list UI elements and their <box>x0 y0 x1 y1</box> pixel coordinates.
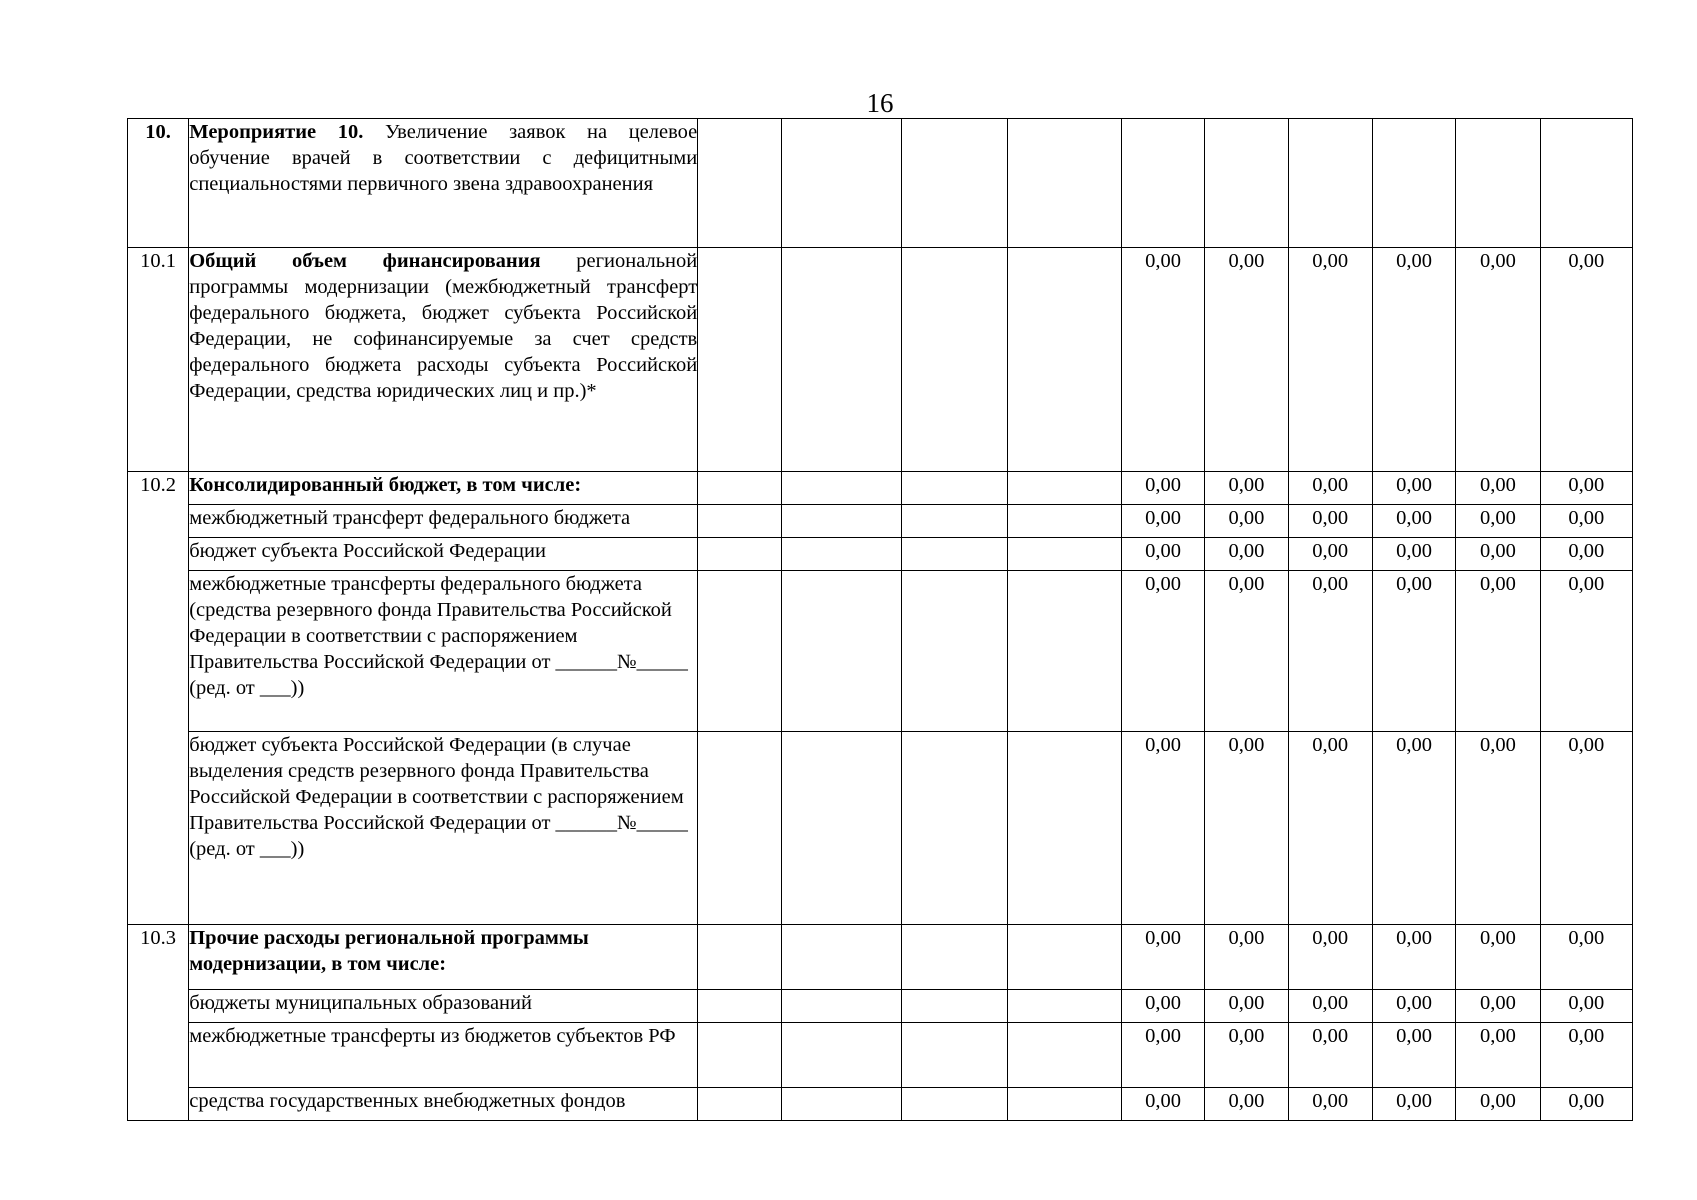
value-cell: 0,00 <box>1121 925 1204 990</box>
table-row <box>128 505 1633 538</box>
empty-cell <box>902 732 1008 925</box>
row-description <box>189 472 698 505</box>
value-cell: 0,00 <box>1205 472 1288 505</box>
row-description <box>189 248 698 472</box>
value-cell: 0,00 <box>1540 505 1632 538</box>
empty-cell <box>781 990 901 1023</box>
table-row <box>128 925 1633 990</box>
value-cell: 0,00 <box>1121 1088 1204 1121</box>
empty-cell <box>781 1023 901 1088</box>
value-cell: 0,00 <box>1540 538 1632 571</box>
value-cell: 0,00 <box>1372 925 1455 990</box>
empty-cell <box>902 505 1008 538</box>
empty-cell <box>902 1023 1008 1088</box>
empty-cell <box>781 119 901 248</box>
row-number: 10.3 <box>128 925 189 1121</box>
value-cell: 0,00 <box>1372 472 1455 505</box>
row-title: Консолидированный бюджет, в том числе: <box>189 474 582 496</box>
value-cell: 0,00 <box>1456 248 1540 472</box>
row-description: бюджет субъекта Российской Федерации (в случае выделения средств резервного фонда Правительства Российской Федерации в соответствии с распоряжением Правительства Российской Федерации от ______№_____ (ред. от ___)) <box>189 732 698 925</box>
value-cell: 0,00 <box>1456 1023 1540 1088</box>
value-cell: 0,00 <box>1205 925 1288 990</box>
value-cell: 0,00 <box>1205 248 1288 472</box>
value-cell: 0,00 <box>1372 1023 1455 1088</box>
value-cell: 0,00 <box>1456 1088 1540 1121</box>
empty-cell <box>698 925 781 990</box>
table-row <box>128 1088 1633 1121</box>
value-cell: 0,00 <box>1205 1023 1288 1088</box>
value-cell: 0,00 <box>1540 1023 1632 1088</box>
value-cell: 0,00 <box>1540 248 1632 472</box>
value-cell: 0,00 <box>1121 505 1204 538</box>
empty-cell <box>1008 990 1121 1023</box>
empty-cell <box>1008 505 1121 538</box>
table-row <box>128 248 1633 472</box>
empty-cell <box>1008 732 1121 925</box>
table-row <box>128 990 1633 1023</box>
value-cell: 0,00 <box>1288 505 1372 538</box>
row-text: Увеличение заявок на целевое обучение врачей в соответствии с дефицитными специальностями первичного звена здравоохранения <box>189 121 698 195</box>
row-title: Прочие расходы региональной программы модернизации, в том числе: <box>189 927 589 975</box>
value-cell: 0,00 <box>1540 990 1632 1023</box>
value-cell: 0,00 <box>1205 505 1288 538</box>
empty-cell <box>902 571 1008 732</box>
value-cell: 0,00 <box>1456 571 1540 732</box>
value-cell: 0,00 <box>1288 472 1372 505</box>
value-cell: 0,00 <box>1205 732 1288 925</box>
value-cell: 0,00 <box>1288 248 1372 472</box>
empty-cell <box>902 119 1008 248</box>
empty-cell <box>1008 925 1121 990</box>
row-description: межбюджетный трансферт федерального бюджета <box>189 505 698 538</box>
value-cell: 0,00 <box>1288 571 1372 732</box>
empty-cell <box>781 248 901 472</box>
value-cell: 0,00 <box>1205 990 1288 1023</box>
value-cell: 0,00 <box>1456 472 1540 505</box>
empty-cell <box>1008 538 1121 571</box>
empty-cell <box>698 248 781 472</box>
value-cell: 0,00 <box>1121 990 1204 1023</box>
value-cell: 0,00 <box>1540 472 1632 505</box>
value-cell: 0,00 <box>1121 732 1204 925</box>
empty-cell <box>781 538 901 571</box>
empty-cell <box>781 472 901 505</box>
value-cell: 0,00 <box>1205 538 1288 571</box>
empty-cell <box>781 505 901 538</box>
row-text: региональной программы модернизации (межбюджетный трансферт федерального бюджета, бюджет субъекта Российской Федерации, не софинансируемые за счет средств федерального бюджета расходы субъекта Российской Федерации, средства юридических лиц и пр.)* <box>189 250 698 402</box>
empty-cell <box>698 571 781 732</box>
value-cell: 0,00 <box>1205 571 1288 732</box>
value-cell: 0,00 <box>1121 472 1204 505</box>
value-cell: 0,00 <box>1372 505 1455 538</box>
table-row <box>128 1023 1633 1088</box>
value-cell: 0,00 <box>1456 505 1540 538</box>
row-title: Общий объем финансирования <box>189 250 541 272</box>
row-number: 10.1 <box>128 248 189 472</box>
value-cell: 0,00 <box>1540 1088 1632 1121</box>
value-cell: 0,00 <box>1540 732 1632 925</box>
page-number: 16 <box>866 88 894 118</box>
empty-cell <box>698 538 781 571</box>
table-row <box>128 571 1633 732</box>
empty-cell <box>1205 119 1288 248</box>
value-cell: 0,00 <box>1288 538 1372 571</box>
row-number: 10. <box>128 119 189 248</box>
value-cell: 0,00 <box>1121 571 1204 732</box>
empty-cell <box>902 1088 1008 1121</box>
empty-cell <box>781 925 901 990</box>
empty-cell <box>1008 119 1121 248</box>
value-cell: 0,00 <box>1540 571 1632 732</box>
row-description: межбюджетные трансферты из бюджетов субъектов РФ <box>189 1023 698 1088</box>
value-cell: 0,00 <box>1372 990 1455 1023</box>
empty-cell <box>698 119 781 248</box>
table-row <box>128 472 1633 505</box>
empty-cell <box>698 1023 781 1088</box>
value-cell: 0,00 <box>1288 732 1372 925</box>
row-description: бюджеты муниципальных образований <box>189 990 698 1023</box>
table-row <box>128 119 1633 248</box>
row-description: межбюджетные трансферты федерального бюджета (средства резервного фонда Правительства Российской Федерации в соответствии с распоряжением Правительства Российской Федерации от ______№_____ (ред. от ___)) <box>189 571 698 732</box>
value-cell: 0,00 <box>1372 571 1455 732</box>
table-row <box>128 732 1633 925</box>
empty-cell <box>1008 1088 1121 1121</box>
empty-cell <box>1008 571 1121 732</box>
value-cell: 0,00 <box>1288 925 1372 990</box>
value-cell: 0,00 <box>1456 925 1540 990</box>
value-cell: 0,00 <box>1121 1023 1204 1088</box>
row-title: Мероприятие 10. <box>189 121 364 143</box>
row-number: 10.2 <box>128 472 189 925</box>
empty-cell <box>1372 119 1455 248</box>
empty-cell <box>1288 119 1372 248</box>
row-description <box>189 119 698 248</box>
table-body <box>128 119 1633 1121</box>
empty-cell <box>698 472 781 505</box>
value-cell: 0,00 <box>1288 1088 1372 1121</box>
empty-cell <box>1008 472 1121 505</box>
value-cell: 0,00 <box>1205 1088 1288 1121</box>
empty-cell <box>1008 1023 1121 1088</box>
value-cell: 0,00 <box>1121 538 1204 571</box>
table-row <box>128 538 1633 571</box>
empty-cell <box>698 1088 781 1121</box>
value-cell: 0,00 <box>1288 1023 1372 1088</box>
empty-cell <box>781 1088 901 1121</box>
empty-cell <box>1008 248 1121 472</box>
value-cell: 0,00 <box>1540 925 1632 990</box>
value-cell: 0,00 <box>1372 538 1455 571</box>
row-description <box>189 925 698 990</box>
financing-table <box>127 118 1633 1121</box>
empty-cell <box>781 732 901 925</box>
empty-cell <box>902 990 1008 1023</box>
empty-cell <box>902 472 1008 505</box>
value-cell: 0,00 <box>1372 1088 1455 1121</box>
empty-cell <box>1121 119 1204 248</box>
empty-cell <box>698 732 781 925</box>
empty-cell <box>698 990 781 1023</box>
value-cell: 0,00 <box>1372 732 1455 925</box>
value-cell: 0,00 <box>1456 538 1540 571</box>
empty-cell <box>781 571 901 732</box>
value-cell: 0,00 <box>1121 248 1204 472</box>
empty-cell <box>1540 119 1632 248</box>
value-cell: 0,00 <box>1456 732 1540 925</box>
empty-cell <box>902 248 1008 472</box>
empty-cell <box>1456 119 1540 248</box>
value-cell: 0,00 <box>1456 990 1540 1023</box>
empty-cell <box>902 925 1008 990</box>
value-cell: 0,00 <box>1288 990 1372 1023</box>
empty-cell <box>902 538 1008 571</box>
row-description: бюджет субъекта Российской Федерации <box>189 538 698 571</box>
empty-cell <box>698 505 781 538</box>
row-description: средства государственных внебюджетных фондов <box>189 1088 698 1121</box>
value-cell: 0,00 <box>1372 248 1455 472</box>
